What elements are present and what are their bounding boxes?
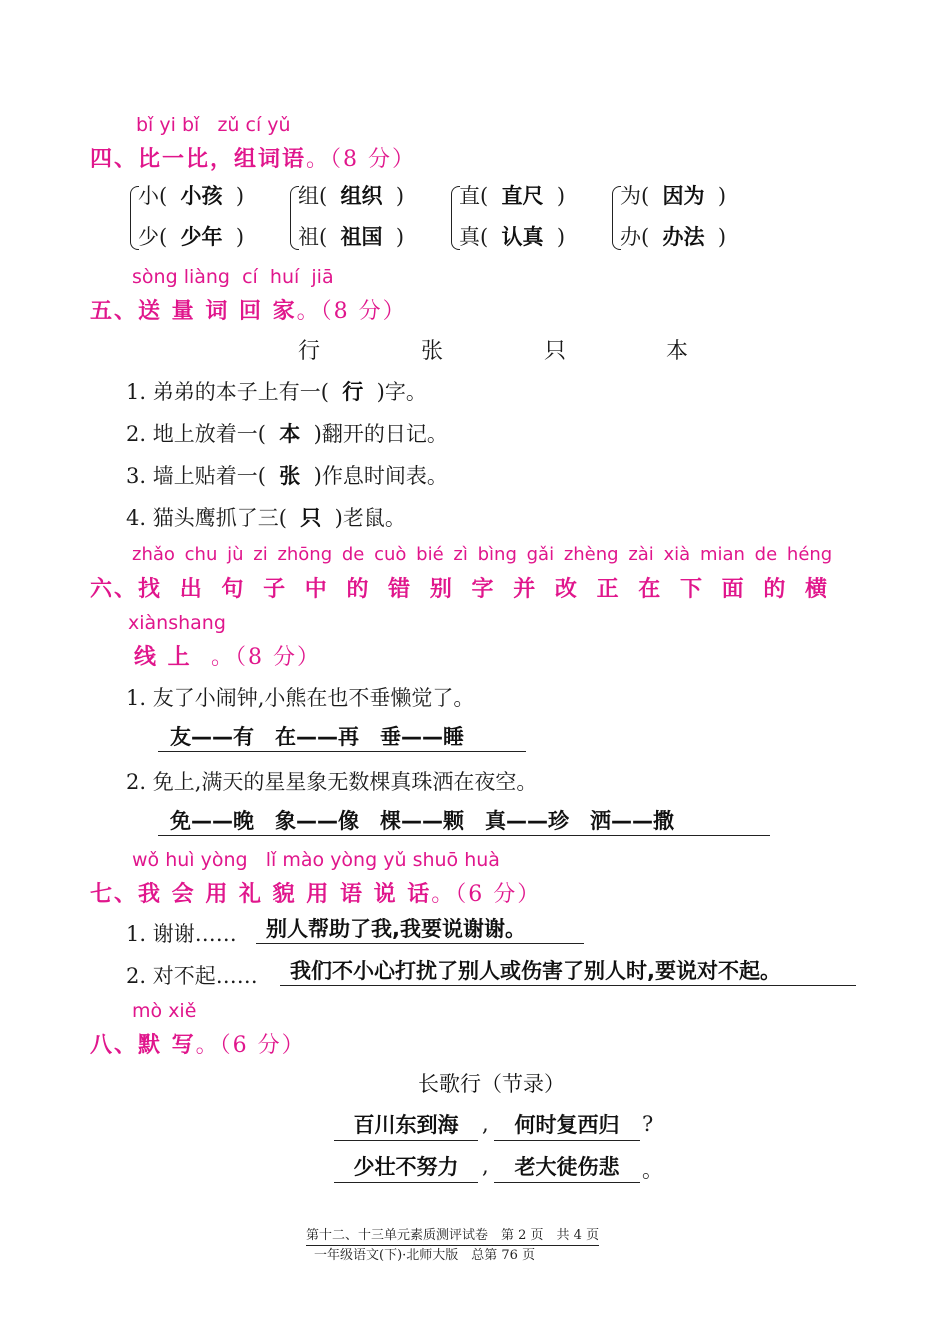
s4-pinyin: bǐ yi bǐ zǔ cí yǔ bbox=[136, 114, 291, 136]
s5-pinyin: sòng liàng cí huí jiā bbox=[132, 266, 334, 288]
s6-question: 1. 友了小闹钟,小熊在也不垂懒觉了。 bbox=[126, 686, 475, 710]
s7-question: 1. 谢谢…… bbox=[126, 922, 237, 946]
s6-heading: 六、找 出 句 子 中 的 错 别 字 并 改 正 在 下 面 的 横 bbox=[90, 577, 830, 602]
word-pair: 直( 直尺 ) 真( 认真 ) bbox=[459, 184, 566, 249]
answer-line: 友——有 在——再 垂——睡 bbox=[158, 722, 526, 752]
measure-word: 行 bbox=[298, 339, 321, 364]
poem-line-b: 何时复西归 bbox=[494, 1110, 640, 1141]
s6-pinyin: zhǎo chu jù zi zhōng de cuò bié zì bìng gǎi zhèng zài xià mian de héng bbox=[132, 544, 833, 565]
s5-question: 4. 猫头鹰抓了三( 只 )老鼠。 bbox=[126, 506, 406, 530]
poem-separator: , bbox=[482, 1112, 489, 1136]
s5-question: 1. 弟弟的本子上有一( 行 )字。 bbox=[126, 380, 427, 404]
s5-question: 2. 地上放着一( 本 )翻开的日记。 bbox=[126, 422, 448, 446]
poem-line-b: 老大徒伤悲 bbox=[494, 1152, 640, 1183]
s6-heading-2: 线 上 。（8 分） bbox=[134, 645, 321, 670]
poem-separator: , bbox=[482, 1154, 489, 1178]
s6-pinyin-2: xiànshang bbox=[128, 612, 226, 634]
poem-line-a: 少壮不努力 bbox=[334, 1152, 478, 1183]
s5-question: 3. 墙上贴着一( 张 )作息时间表。 bbox=[126, 464, 448, 488]
answer-line: 别人帮助了我,我要说谢谢。 bbox=[256, 914, 584, 944]
s6-question: 2. 免上,满天的星星象无数棵真珠洒在夜空。 bbox=[126, 770, 538, 794]
footer-line-1: 第十二、十三单元素质测评试卷 第 2 页 共 4 页 bbox=[306, 1224, 599, 1246]
measure-word: 本 bbox=[666, 339, 689, 364]
answer-line: 我们不小心打扰了别人或伤害了别人时,要说对不起。 bbox=[280, 956, 856, 986]
s7-pinyin: wǒ huì yòng lǐ mào yòng yǔ shuō huà bbox=[132, 849, 500, 871]
poem-title: 长歌行（节录） bbox=[418, 1072, 565, 1096]
s7-heading: 七、我 会 用 礼 貌 用 语 说 话。（6 分） bbox=[90, 882, 542, 907]
s5-heading: 五、送 量 词 回 家。（8 分） bbox=[90, 299, 407, 324]
s8-heading: 八、默 写。（6 分） bbox=[90, 1033, 306, 1058]
answer-line: 免——晚 象——像 棵——颗 真——珍 洒——撒 bbox=[158, 806, 770, 836]
poem-end: ? bbox=[642, 1112, 654, 1136]
s4-heading: 四、比一比，组词语。（8 分） bbox=[90, 147, 417, 172]
footer-line-2: 一年级语文(下)·北师大版 总第 76 页 bbox=[314, 1248, 536, 1263]
word-pair: 为( 因为 ) 办( 办法 ) bbox=[620, 184, 727, 249]
s7-question: 2. 对不起…… bbox=[126, 964, 258, 988]
measure-word: 张 bbox=[421, 339, 444, 364]
poem-line-a: 百川东到海 bbox=[334, 1110, 478, 1141]
poem-end: 。 bbox=[642, 1158, 663, 1182]
measure-word: 只 bbox=[544, 339, 567, 364]
word-pair: 组( 组织 ) 祖( 祖国 ) bbox=[298, 184, 405, 249]
word-pair: 小( 小孩 ) 少( 少年 ) bbox=[138, 184, 245, 249]
s8-pinyin: mò xiě bbox=[132, 1000, 197, 1022]
